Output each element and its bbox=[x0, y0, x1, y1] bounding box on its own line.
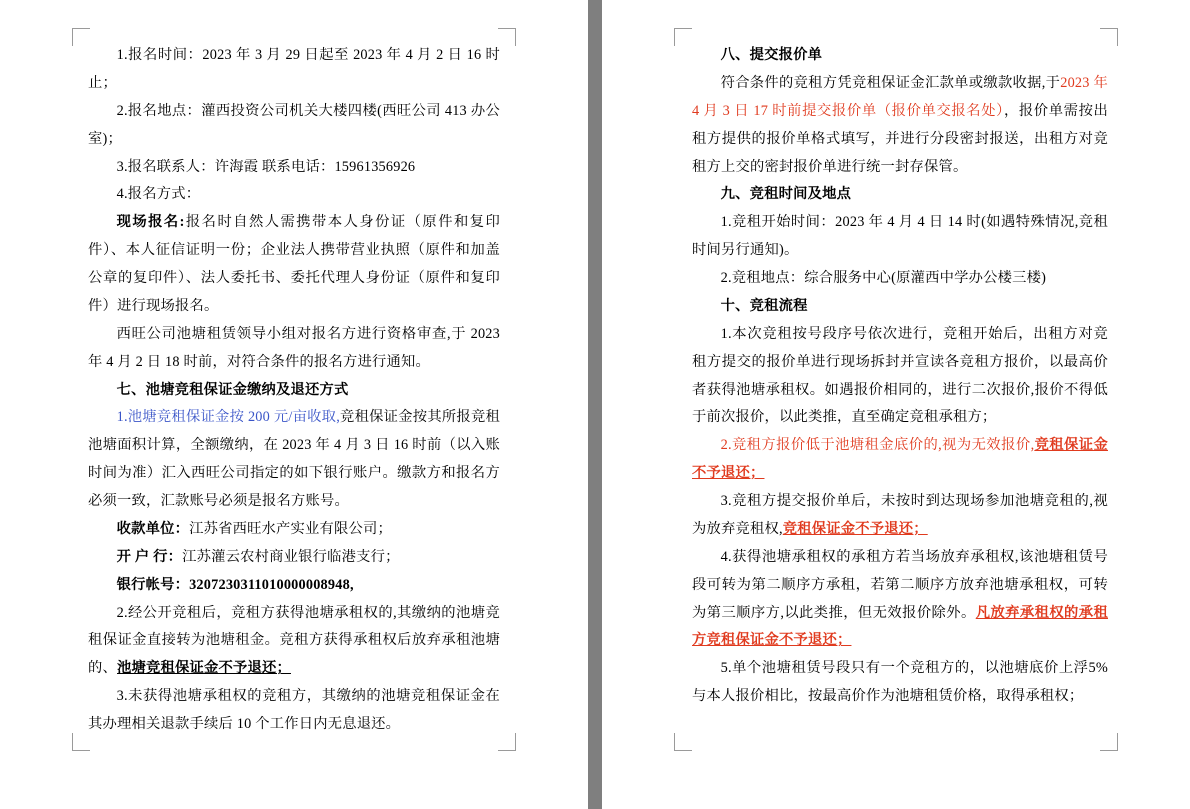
payee-value: 江苏省西旺水产实业有限公司； bbox=[189, 520, 393, 537]
deposit-convert-text: 2.经公开竞租后，竞租方获得池塘承租权的,其缴纳的池塘竞租保证金直接转为池塘租金。竞租方获得承租权后放弃承租池塘的、 bbox=[88, 604, 500, 677]
para-signup-method: 4.报名方式： bbox=[116, 186, 201, 203]
crop-mark-bottom-right-2 bbox=[1100, 733, 1118, 751]
heading-section-eight: 八、提交报价单 bbox=[720, 47, 823, 63]
para-flow-2 bbox=[692, 432, 1108, 488]
para-flow-3 bbox=[692, 488, 1108, 544]
submit-quote-deadline: 2023 年 4 月 3 日 17 时前提交报价单 bbox=[692, 74, 1109, 119]
para-flow-1: 1.本次竞租按号段序号依次进行，竞租开始后，出租方对竞租方提交的报价单进行现场拆封并宣读各竞租方报价，以最高价者获得池塘承租权。如遇报价相同的，进行二次报价,报价不得低于前次报价，以此类推，直至确定竞租承租方； bbox=[692, 325, 1108, 426]
crop-mark-top-right bbox=[498, 28, 516, 46]
page-left-content bbox=[88, 42, 500, 739]
para-signup-time: 1.报名时间：2023 年 3 月 29 日起至 2023 年 4 月 2 日 16 时止； bbox=[88, 47, 500, 91]
bank-value: 江苏灌云农村商业银行临港支行； bbox=[182, 548, 400, 565]
flow-2-emphasis: 竞租保证金不予退还； bbox=[692, 437, 1108, 482]
deposit-standard-highlight: 1.池塘竞租保证金按 200 元/亩收取, bbox=[116, 409, 340, 426]
flow-2-text: 2.竞租方报价低于池塘租金底价的,视为无效报价, bbox=[720, 437, 1035, 454]
crop-mark-bottom-left-2 bbox=[674, 733, 692, 751]
para-flow-4 bbox=[692, 544, 1108, 656]
para-account bbox=[88, 572, 500, 600]
flow-3-text: 3.竞租方提交报价单后，未按时到达现场参加池塘竞租的,视为放弃竞租权, bbox=[692, 493, 1108, 537]
document-page-left bbox=[0, 0, 588, 809]
flow-3-emphasis: 竞租保证金不予退还； bbox=[782, 520, 928, 537]
submit-quote-text-2: ，报价单需按出租方提供的报价单格式填写，并进行分段密封报送，出租方对竞租方上交的密封报价单进行统一封存保管。 bbox=[692, 102, 1108, 175]
document-page-right bbox=[602, 0, 1190, 809]
para-deposit-standard bbox=[88, 404, 500, 516]
para-payee bbox=[88, 516, 500, 544]
crop-mark-top-left-2 bbox=[674, 28, 692, 46]
para-signup-place: 2.报名地点：灌西投资公司机关大楼四楼(西旺公司 413 办公室)； bbox=[88, 102, 500, 147]
heading-section-seven: 七、池塘竞租保证金缴纳及退还方式 bbox=[116, 381, 349, 398]
account-value: 320723031101000000​8948, bbox=[189, 576, 354, 593]
para-deposit-convert bbox=[88, 600, 500, 684]
para-bid-start-time: 1.竞租开始时间：2023 年 4 月 4 日 14 时(如遇特殊情况,竞租时间另行通知)。 bbox=[692, 214, 1108, 259]
submit-quote-text-1: 符合条件的竞租方凭竞租保证金汇款单或缴款收据,于 bbox=[720, 74, 1061, 91]
deposit-convert-emphasis: 池塘竞租保证金不予退还； bbox=[117, 660, 291, 677]
para-signup-contact: 3.报名联系人：许海霞 联系电话：15961356926 bbox=[116, 158, 416, 175]
para-bank bbox=[88, 544, 500, 572]
para-review-notice: 西旺公司池塘租赁领导小组对报名方进行资格审查,于 2023 年 4 月 2 日 18 时前，对符合条件的报名方进行通知。 bbox=[88, 325, 500, 370]
onsite-signup-label: 现场报名: bbox=[116, 214, 185, 231]
heading-section-nine: 九、竞租时间及地点 bbox=[720, 186, 852, 203]
page-right-content bbox=[692, 42, 1108, 711]
heading-section-ten: 十、竞租流程 bbox=[720, 297, 808, 314]
account-label: 银行帐号： bbox=[116, 576, 190, 593]
para-bid-place: 2.竞租地点：综合服务中心(原灌西中学办公楼三楼) bbox=[720, 270, 1047, 286]
crop-mark-bottom-right bbox=[498, 733, 516, 751]
onsite-signup-text: 报名时自然人需携带本人身份证（原件和复印件）、本人征信证明一份；企业法人携带营业执照（原件和加盖公章的复印件）、法人委托书、委托代理人身份证（原件和复印件）进行现场报名。 bbox=[88, 214, 501, 314]
para-flow-5: 5.单个池塘租赁号段只有一个竞租方的，以池塘底价上浮5%与本人报价相比，按最高价作为池塘租赁价格，取得承租权； bbox=[692, 660, 1108, 705]
para-onsite-signup bbox=[88, 209, 500, 321]
payee-label: 收款单位： bbox=[116, 520, 190, 537]
submit-quote-location: （报价单交报名处） bbox=[876, 102, 1004, 119]
para-deposit-refund: 3.未获得池塘承租权的竞租方，其缴纳的池塘竞租保证金在其办理相关退款手续后 10 个工作日内无息退还。 bbox=[88, 688, 500, 732]
deposit-standard-text: 竞租保证金按其所报竞租池塘面积计算，全额缴纳，在 2023 年 4 月 3 日 16 时前（以入账时间为准）汇入西旺公司指定的如下银行账户。缴款方和报名方必须一致，汇款账号必须是报名方账号。 bbox=[88, 409, 500, 509]
flow-4-text: 4.获得池塘承租权的承租方若当场放弃承租权,该池塘租赁号段可转为第二顺序方承租，若第二顺序方放弃池塘承租权，可转为第三顺序方,以此类推，但无效报价除外。 bbox=[692, 548, 1108, 621]
flow-4-emphasis: 凡放弃承租权的承租方竞租保证金不予退还； bbox=[692, 604, 1108, 649]
bank-label: 开 户 行： bbox=[116, 548, 183, 565]
para-submit-quote bbox=[692, 70, 1108, 182]
